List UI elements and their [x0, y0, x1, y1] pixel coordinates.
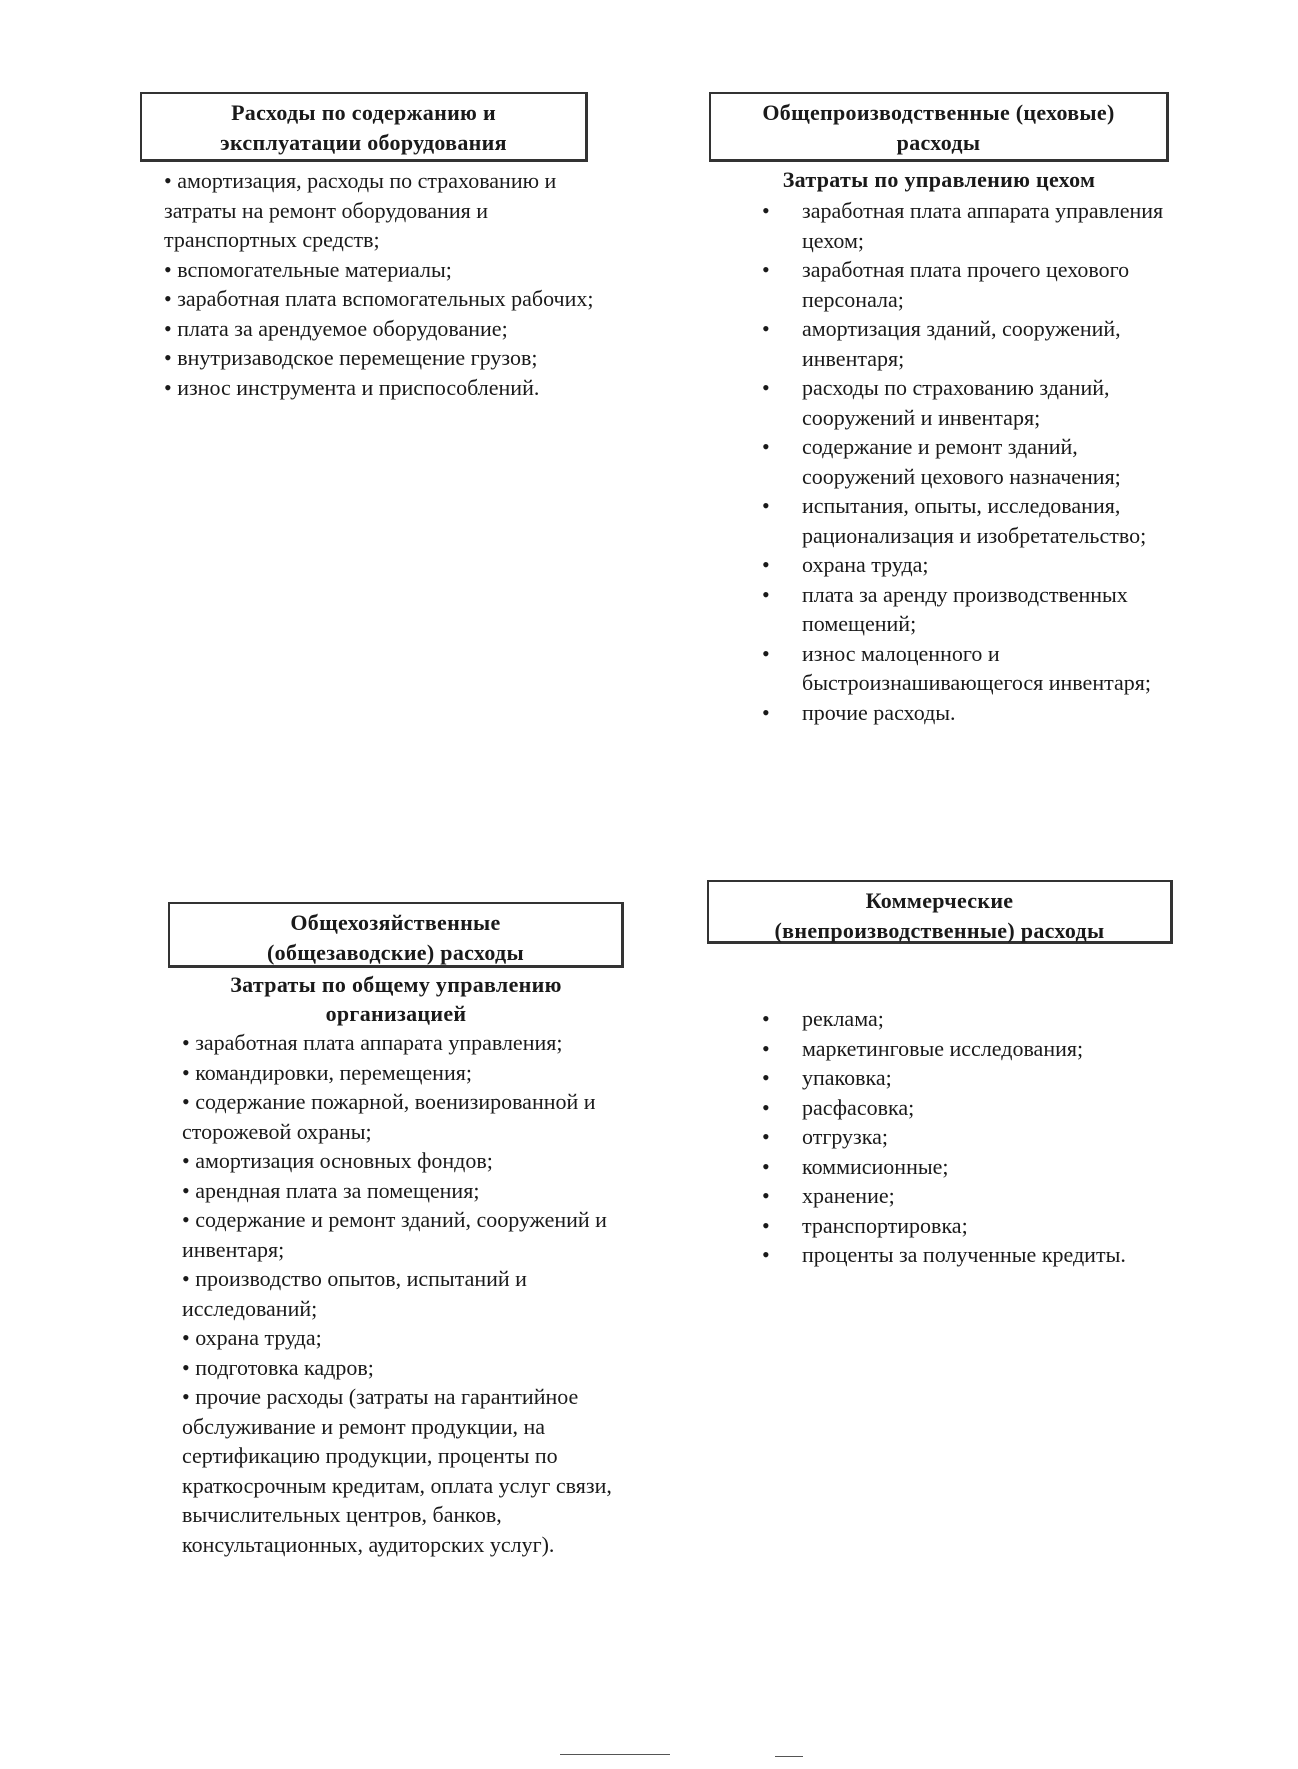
- list-item: • плата за аренду производственных помещений;: [762, 580, 1172, 639]
- list-item: • коммисионные;: [762, 1152, 1172, 1182]
- title-line: (общезаводские) расходы: [267, 940, 524, 965]
- title-line: Коммерческие: [865, 888, 1014, 913]
- commercial-costs-list: [762, 1004, 1172, 1270]
- list-item: • расфасовка;: [762, 1093, 1172, 1123]
- list-item: • содержание и ремонт зданий, сооружений и инвентаря;: [182, 1205, 616, 1264]
- equipment-costs-list: [164, 166, 616, 402]
- title-line: (внепроизводственные) расходы: [774, 918, 1105, 943]
- subtitle-line: организацией: [325, 1001, 467, 1026]
- list-item: • плата за арендуемое оборудование;: [164, 314, 616, 344]
- list-item: • расходы по страхованию зданий, сооружений и инвентаря;: [762, 373, 1172, 432]
- general-overhead-list: [182, 1028, 616, 1559]
- list-item: • маркетинговые исследования;: [762, 1034, 1172, 1064]
- title-line: Общепроизводственные (цеховые): [762, 100, 1115, 125]
- list-item: • заработная плата аппарата управления;: [182, 1028, 616, 1058]
- shop-overhead-list: [762, 196, 1172, 727]
- title-line: эксплуатации оборудования: [220, 130, 507, 155]
- equipment-costs-title-box: [140, 92, 588, 162]
- title-line: расходы: [896, 130, 981, 155]
- list-item: • упаковка;: [762, 1063, 1172, 1093]
- page-footer-rule: [560, 1754, 670, 1755]
- list-item: • транспортировка;: [762, 1211, 1172, 1241]
- list-item: • износ малоценного и быстроизнашивающегося инвентаря;: [762, 639, 1172, 698]
- list-item: • износ инструмента и приспособлений.: [164, 373, 616, 403]
- list-item: • содержание и ремонт зданий, сооружений цехового назначения;: [762, 432, 1172, 491]
- list-item: • амортизация, расходы по страхованию и затраты на ремонт оборудования и транспортных средств;: [164, 166, 616, 255]
- general-overhead-title-box: [168, 902, 624, 968]
- general-overhead-subtitle: [168, 970, 624, 1028]
- list-item: • проценты за полученные кредиты.: [762, 1240, 1172, 1270]
- page-footer-rule: [775, 1756, 803, 1757]
- list-item: • заработная плата прочего цехового персонала;: [762, 255, 1172, 314]
- subtitle-line: Затраты по общему управлению: [230, 972, 562, 997]
- list-item: • заработная плата вспомогательных рабочих;: [164, 284, 616, 314]
- list-item: • заработная плата аппарата управления цехом;: [762, 196, 1172, 255]
- title-line: Расходы по содержанию и: [231, 100, 496, 125]
- list-item: • внутризаводское перемещение грузов;: [164, 343, 616, 373]
- list-item: • амортизация зданий, сооружений, инвентаря;: [762, 314, 1172, 373]
- list-item: • охрана труда;: [762, 550, 1172, 580]
- list-item: • арендная плата за помещения;: [182, 1176, 616, 1206]
- list-item: • командировки, перемещения;: [182, 1058, 616, 1088]
- list-item: • охрана труда;: [182, 1323, 616, 1353]
- list-item: • подготовка кадров;: [182, 1353, 616, 1383]
- shop-overhead-title-box: [709, 92, 1169, 162]
- list-item: • хранение;: [762, 1181, 1172, 1211]
- list-item: • отгрузка;: [762, 1122, 1172, 1152]
- list-item: • прочие расходы.: [762, 698, 1172, 728]
- shop-overhead-subtitle: Затраты по управлению цехом: [782, 167, 1096, 192]
- list-item: • содержание пожарной, военизированной и сторожевой охраны;: [182, 1087, 616, 1146]
- list-item: • испытания, опыты, исследования, рационализация и изобретательство;: [762, 491, 1172, 550]
- title-line: Общехозяйственные: [290, 910, 501, 935]
- commercial-costs-title-box: [707, 880, 1173, 944]
- list-item: • прочие расходы (затраты на гарантийное обслуживание и ремонт продукции, на сертификацию продукции, проценты по краткосрочным кредитам, оплата услуг связи, вычислительных центров, банков, консультационных, аудиторских услуг).: [182, 1382, 616, 1559]
- list-item: • производство опытов, испытаний и исследований;: [182, 1264, 616, 1323]
- list-item: • вспомогательные материалы;: [164, 255, 616, 285]
- list-item: • реклама;: [762, 1004, 1172, 1034]
- list-item: • амортизация основных фондов;: [182, 1146, 616, 1176]
